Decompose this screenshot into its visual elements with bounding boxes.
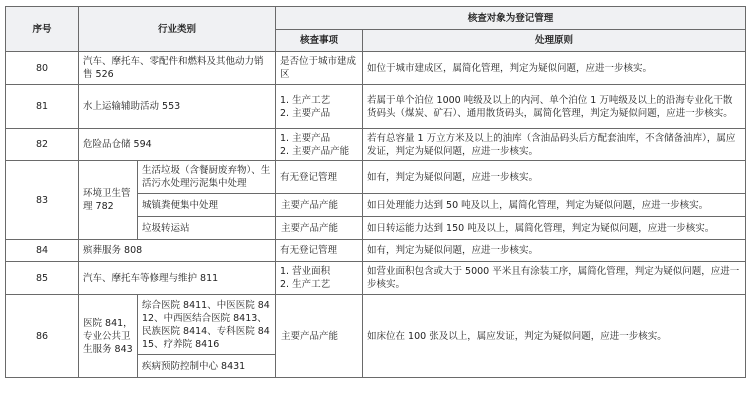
item-cell: 有无登记管理 — [276, 161, 363, 194]
subcategory-cell: 综合医院 8411、中医医院 8412、中西医结合医院 8413、民族医院 8414、专科医院 8415、疗养院 8416 — [138, 295, 276, 355]
principle-cell: 如床位在 100 张及以上，属应发证，判定为疑似问题，应进一步核实。 — [363, 295, 746, 378]
item-cell: 有无登记管理 — [276, 240, 363, 262]
industry-cell: 殡葬服务 808 — [79, 240, 276, 262]
table-row — [6, 262, 746, 295]
table-row — [6, 85, 746, 129]
principle-cell: 若属于单个泊位 1000 吨级及以上的内河、单个泊位 1 万吨级及以上的沿海专业化干散货码头（煤炭、矿石）、通用散货码头，属简化管理，判定为疑似问题，应进一步核实。 — [363, 85, 746, 129]
subcategory-cell: 生活垃圾（含餐厨废弃物）、生活污水处理污泥集中处理 — [138, 161, 276, 194]
principle-cell: 如有，判定为疑似问题，应进一步核实。 — [363, 240, 746, 262]
principle-cell: 如日转运能力达到 150 吨及以上，属简化管理，判定为疑似问题，应进一步核实。 — [363, 217, 746, 240]
industry-cell: 汽车、摩托车、零配件和燃料及其他动力销售 526 — [79, 52, 276, 85]
seq-cell: 84 — [6, 240, 79, 262]
header-item: 核查事项 — [276, 30, 363, 52]
subcategory-cell: 垃圾转运站 — [138, 217, 276, 240]
principle-cell: 如有，判定为疑似问题，应进一步核实。 — [363, 161, 746, 194]
subcategory-cell: 疾病预防控制中心 8431 — [138, 355, 276, 378]
industry-cell: 水上运输辅助活动 553 — [79, 85, 276, 129]
industry-cell: 医院 841，专业公共卫生服务 843 — [79, 295, 138, 378]
item-cell: 1. 营业面积 2. 生产工艺 — [276, 262, 363, 295]
seq-cell: 80 — [6, 52, 79, 85]
seq-cell: 81 — [6, 85, 79, 129]
table-row — [6, 52, 746, 85]
item-cell: 主要产品产能 — [276, 295, 363, 378]
header-group: 核查对象为登记管理 — [276, 7, 746, 30]
industry-cell: 危险品仓储 594 — [79, 129, 276, 161]
principle-cell: 如位于城市建成区，属简化管理，判定为疑似问题，应进一步核实。 — [363, 52, 746, 85]
header-industry: 行业类别 — [79, 7, 276, 52]
principle-cell: 如营业面积包含或大于 5000 平米且有涂装工序，属简化管理，判定为疑似问题，应进一步核实。 — [363, 262, 746, 295]
table-row — [6, 295, 746, 355]
industry-cell: 环境卫生管理 782 — [79, 161, 138, 240]
item-cell: 1. 主要产品 2. 主要产品产能 — [276, 129, 363, 161]
item-cell: 是否位于城市建成区 — [276, 52, 363, 85]
item-cell: 主要产品产能 — [276, 217, 363, 240]
item-cell: 1. 生产工艺 2. 主要产品 — [276, 85, 363, 129]
seq-cell: 85 — [6, 262, 79, 295]
principle-cell: 若有总容量 1 万立方米及以上的油库（含油品码头后方配套油库，不含储备油库），属应发证，判定为疑似问题，应进一步核实。 — [363, 129, 746, 161]
seq-cell: 82 — [6, 129, 79, 161]
header-seq: 序号 — [6, 7, 79, 52]
header-principle: 处理原则 — [363, 30, 746, 52]
table-row — [6, 240, 746, 262]
subcategory-cell: 城镇粪便集中处理 — [138, 194, 276, 217]
industry-table — [5, 6, 746, 378]
table-row — [6, 161, 746, 194]
item-cell: 主要产品产能 — [276, 194, 363, 217]
principle-cell: 如日处理能力达到 50 吨及以上，属简化管理，判定为疑似问题，应进一步核实。 — [363, 194, 746, 217]
seq-cell: 86 — [6, 295, 79, 378]
table-row — [6, 129, 746, 161]
seq-cell: 83 — [6, 161, 79, 240]
industry-cell: 汽车、摩托车等修理与维护 811 — [79, 262, 276, 295]
